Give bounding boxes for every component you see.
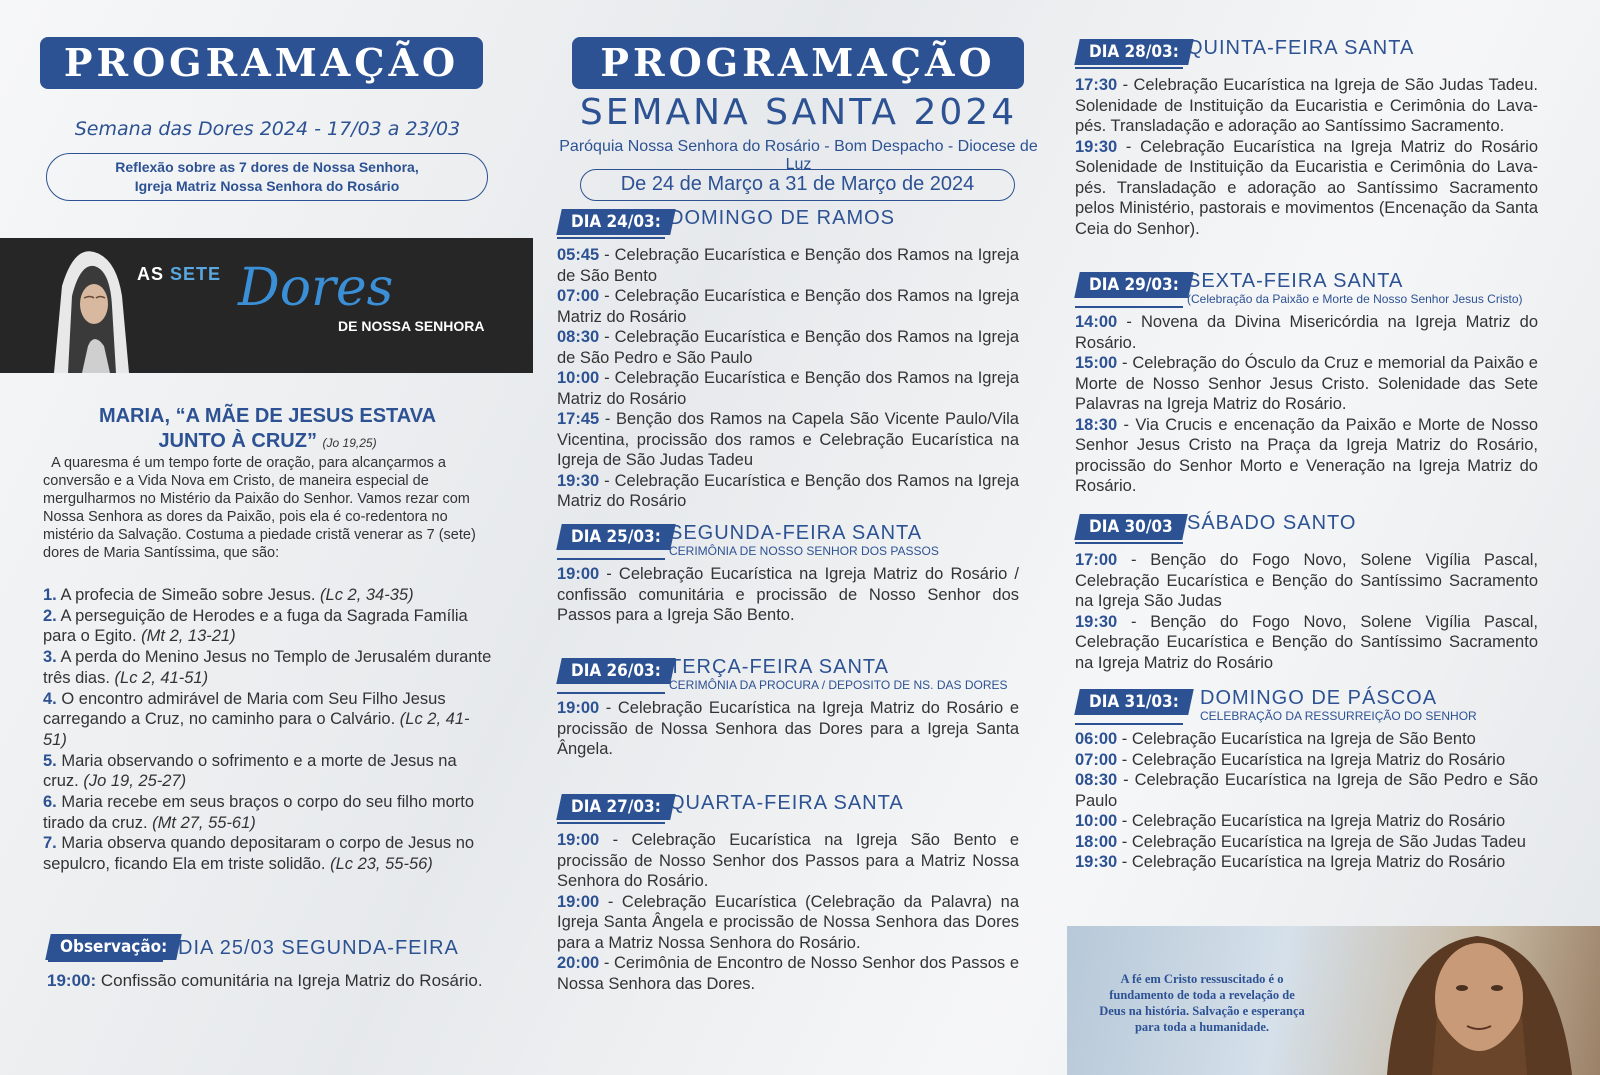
day-title: QUARTA-FEIRA SANTA bbox=[669, 792, 904, 814]
day-header bbox=[557, 205, 1019, 237]
day-title: DOMINGO DE PÁSCOA bbox=[1200, 687, 1438, 709]
entry-time: 10:00 bbox=[1075, 812, 1118, 830]
semana-santa-title: SEMANA SANTA 2024 bbox=[579, 92, 1018, 133]
sorrow-item bbox=[43, 606, 493, 647]
entry-text: - Celebração Eucarística na Igreja Matriz do Rosário / confissão comunitária e procissão de Nosso Senhor dos Passos para a Igreja São Bento. bbox=[557, 565, 1019, 624]
day-tag-underline bbox=[1075, 542, 1183, 544]
entry-text: - Celebração Eucarística na Igreja Matriz do Rosário bbox=[1117, 853, 1506, 871]
sorrow-number: 6. bbox=[43, 793, 57, 812]
sorrow-citation: (Lc 2, 41-51) bbox=[43, 710, 470, 749]
day-tag-underline bbox=[1075, 306, 1183, 308]
day-title: QUINTA-FEIRA SANTA bbox=[1187, 37, 1415, 59]
maria-title-text: JUNTO À CRUZ” bbox=[158, 430, 317, 452]
observacao-text bbox=[47, 967, 497, 994]
observacao-tag-label: Observação: bbox=[60, 937, 168, 957]
observacao-tag bbox=[48, 934, 179, 960]
entry-text: - Benção do Fogo Novo, Solene Vigília Pascal, Celebração Eucarística e Benção do Santíssimo Sacramento na Igreja São Judas bbox=[1075, 551, 1538, 610]
day-subtitle: (Celebração da Paixão e Morte de Nosso Senhor Jesus Cristo) bbox=[1187, 292, 1523, 306]
observacao-time: 19:00: bbox=[47, 971, 97, 990]
day-entries bbox=[557, 564, 1019, 626]
day-tag-underline bbox=[557, 822, 665, 824]
day-title: TERÇA-FEIRA SANTA bbox=[669, 656, 889, 678]
day-tag bbox=[556, 209, 675, 235]
day-block bbox=[557, 790, 1019, 994]
sorrow-number: 3. bbox=[43, 648, 57, 667]
schedule-entry bbox=[1075, 750, 1538, 771]
entry-time: 19:00 bbox=[557, 699, 600, 717]
entry-time: 08:30 bbox=[1075, 771, 1118, 789]
day-tag-label: DIA 27/03: bbox=[571, 797, 661, 817]
day-entries bbox=[1075, 729, 1538, 873]
day-header bbox=[1075, 685, 1538, 723]
schedule-entry bbox=[1075, 353, 1538, 415]
sorrow-citation: (Jo 19, 25-27) bbox=[83, 772, 187, 791]
maria-title-line-1: MARIA, “A MÃE DE JESUS ESTAVA bbox=[98, 405, 437, 427]
schedule-entry bbox=[1075, 312, 1538, 353]
day-block bbox=[557, 654, 1019, 760]
jesus-image-panel bbox=[1067, 926, 1600, 1075]
entry-time: 15:00 bbox=[1075, 354, 1118, 372]
as-label: AS bbox=[137, 264, 165, 284]
seven-sorrows-list bbox=[43, 585, 493, 875]
sorrow-text: Maria observa quando depositaram o corpo de Jesus no sepulcro, ficando Ela em triste solidão. bbox=[43, 834, 475, 874]
day-subtitle: CELEBRAÇÃO DA RESSURREIÇÃO DO SENHOR bbox=[1200, 709, 1477, 723]
day-header bbox=[557, 790, 1019, 822]
day-tag-label: DIA 30/03 bbox=[1089, 517, 1173, 537]
entry-text: - Celebração Eucarística na Igreja de São Judas Tadeu bbox=[1117, 832, 1526, 851]
schedule-entry bbox=[1075, 75, 1538, 137]
sorrow-citation: (Mt 2, 13-21) bbox=[141, 627, 236, 646]
day-entries bbox=[1075, 312, 1538, 497]
maria-section-title bbox=[40, 404, 495, 456]
entry-text: - Celebração Eucarística na Igreja de São Bento bbox=[1117, 730, 1476, 748]
sorrow-item bbox=[43, 647, 493, 688]
easter-quote: A fé em Cristo ressuscitado é o fundamento de toda a revelação de Deus na história. Salvação e esperança para toda a humanidade. bbox=[1099, 972, 1305, 1034]
day-block bbox=[1075, 685, 1538, 873]
de-nossa-senhora-label: DE NOSSA SENHORA bbox=[338, 318, 485, 334]
entry-text: - Celebração Eucarística (Celebração da Palavra) na Igreja Santa Ângela e procissão de Nossa Senhora das Dores para a Matriz Nossa Senhora do Rosário. bbox=[557, 892, 1019, 952]
day-entries bbox=[1075, 550, 1538, 673]
schedule-entry bbox=[557, 564, 1019, 626]
schedule-entry bbox=[557, 698, 1019, 760]
entry-time: 18:30 bbox=[1075, 415, 1118, 434]
sorrow-item bbox=[43, 833, 493, 874]
entry-time: 17:30 bbox=[1075, 76, 1118, 94]
entry-time: 19:30 bbox=[1075, 853, 1118, 871]
entry-time: 19:30 bbox=[557, 471, 600, 490]
entry-time: 07:00 bbox=[557, 287, 600, 305]
entry-text: - Celebração Eucarística e Benção dos Ramos na Igreja Matriz do Rosário bbox=[557, 471, 1019, 510]
left-programacao-banner: PROGRAMAÇÃO bbox=[40, 37, 483, 89]
day-tag-label: DIA 31/03: bbox=[1089, 692, 1179, 712]
entry-time: 19:30 bbox=[1075, 137, 1118, 156]
entry-text: - Celebração Eucarística na Igreja Matriz do Rosário bbox=[1117, 812, 1506, 830]
reflexao-line-2: Igreja Matriz Nossa Senhora do Rosário bbox=[134, 178, 400, 194]
day-tag-label: DIA 28/03: bbox=[1089, 42, 1179, 62]
entry-text: - Cerimônia de Encontro de Nosso Senhor dos Passos e Nossa Senhora das Dores. bbox=[557, 954, 1019, 993]
middle-programacao-banner: PROGRAMAÇÃO bbox=[572, 37, 1024, 89]
day-tag-label: DIA 29/03: bbox=[1089, 275, 1179, 295]
sorrow-text: A perda do Menino Jesus no Templo de Jerusalém durante três dias. bbox=[43, 648, 492, 687]
day-tag-underline bbox=[1075, 67, 1183, 69]
entry-time: 19:00 bbox=[557, 831, 600, 849]
sorrow-citation: (Lc 2, 34-35) bbox=[320, 586, 414, 604]
sorrow-citation: (Lc 2, 41-51) bbox=[114, 668, 209, 687]
day-tag-underline bbox=[557, 237, 665, 239]
day-block bbox=[1075, 510, 1538, 673]
day-entries bbox=[557, 698, 1019, 760]
reflexao-line-1: Reflexão sobre as 7 dores de Nossa Senhora, bbox=[115, 159, 419, 175]
entry-text: - Celebração do Ósculo da Cruz e memorial da Paixão e Morte de Nosso Senhor Jesus Cristo. Solenidade das Sete Palavras na Igreja Matriz do Rosário. bbox=[1075, 354, 1538, 413]
date-range-box: De 24 de Março a 31 de Março de 2024 bbox=[580, 169, 1015, 201]
entry-time: 10:00 bbox=[557, 369, 600, 387]
day-title: SEXTA-FEIRA SANTA bbox=[1187, 270, 1404, 292]
day-tag bbox=[556, 524, 675, 550]
schedule-entry bbox=[1075, 550, 1538, 612]
entry-text: - Via Crucis e encenação da Paixão e Morte de Nosso Senhor Jesus Cristo na Praça da Igreja Matriz do Rosário, procissão do Senhor Morto e Veneração na Igreja Matriz do Rosário. bbox=[1075, 415, 1538, 495]
schedule-entry bbox=[557, 327, 1019, 368]
schedule-entry bbox=[1075, 729, 1538, 750]
entry-time: 20:00 bbox=[557, 954, 600, 972]
schedule-entry bbox=[1075, 137, 1538, 240]
sorrow-text: Maria recebe em seus braços o corpo do seu filho morto tirado da cruz. bbox=[43, 793, 475, 832]
day-block bbox=[1075, 35, 1538, 239]
entry-text: - Benção do Fogo Novo, Solene Vigília Pascal, Celebração Eucarística e Benção do Santíssimo Sacramento na Igreja Matriz do Rosário bbox=[1075, 612, 1538, 672]
day-tag-label: DIA 24/03: bbox=[571, 212, 661, 232]
day-header bbox=[557, 520, 1019, 558]
day-tag bbox=[1074, 514, 1187, 540]
sorrow-text: A profecia de Simeão sobre Jesus. bbox=[60, 586, 316, 604]
entry-time: 08:30 bbox=[557, 328, 600, 346]
entry-text: - Novena da Divina Misericórdia na Igreja Matriz do Rosário. bbox=[1075, 313, 1538, 352]
entry-time: 17:00 bbox=[1075, 551, 1118, 569]
sorrow-number: 2. bbox=[43, 606, 57, 625]
schedule-entry bbox=[557, 830, 1019, 892]
entry-time: 07:00 bbox=[1075, 750, 1118, 769]
jesus-portrait-image bbox=[1367, 926, 1587, 1075]
sorrow-text: O encontro admirável de Maria com Seu Filho Jesus carregando a Cruz, no caminho para o Calvário. bbox=[43, 689, 446, 729]
entry-time: 19:30 bbox=[1075, 612, 1118, 631]
schedule-entry bbox=[557, 245, 1019, 286]
day-block bbox=[1075, 268, 1538, 497]
entry-time: 05:45 bbox=[557, 246, 600, 264]
dores-script-label: Dores bbox=[238, 258, 394, 318]
schedule-entry bbox=[1075, 415, 1538, 497]
as-sete-label bbox=[137, 264, 221, 285]
sorrow-item bbox=[43, 689, 493, 751]
day-tag-underline bbox=[557, 558, 665, 560]
sete-dores-banner bbox=[0, 238, 533, 373]
schedule-entry bbox=[557, 286, 1019, 327]
day-entries bbox=[1075, 75, 1538, 239]
schedule-entry bbox=[557, 892, 1019, 954]
schedule-entry bbox=[1075, 852, 1538, 873]
day-tag bbox=[1074, 39, 1193, 65]
semana-das-dores-subtitle: Semana das Dores 2024 - 17/03 a 23/03 bbox=[74, 118, 461, 140]
entry-text: - Celebração Eucarística na Igreja Matriz do Rosário e procissão de Nossa Senhora das Dores para a Igreja Santa Ângela. bbox=[557, 699, 1019, 758]
day-tag bbox=[1074, 689, 1193, 715]
observacao-divider bbox=[48, 960, 163, 962]
day-title: DOMINGO DE RAMOS bbox=[669, 207, 896, 229]
sorrow-number: 5. bbox=[43, 751, 57, 770]
schedule-entry bbox=[557, 953, 1019, 994]
entry-text: - Celebração Eucarística e Benção dos Ramos na Igreja de São Bento bbox=[557, 246, 1019, 285]
entry-time: 14:00 bbox=[1075, 313, 1118, 331]
sorrow-citation: (Mt 27, 55-61) bbox=[152, 813, 256, 832]
sorrow-item bbox=[43, 585, 493, 606]
sorrow-item bbox=[43, 792, 493, 833]
sorrow-text: A perseguição de Herodes e a fuga da Sagrada Família para o Egito. bbox=[43, 606, 468, 646]
entry-time: 19:00 bbox=[557, 892, 600, 911]
entry-text: - Celebração Eucarística na Igreja São Bento e procissão de Nosso Senhor dos Passos para a Matriz Nossa Senhora do Rosário. bbox=[557, 831, 1019, 890]
day-header bbox=[557, 654, 1019, 692]
schedule-entry bbox=[557, 368, 1019, 409]
day-header bbox=[1075, 35, 1538, 67]
day-entries bbox=[557, 245, 1019, 512]
day-tag bbox=[556, 658, 675, 684]
day-tag-label: DIA 25/03: bbox=[571, 527, 661, 547]
sorrow-text: Maria observando o sofrimento e a morte de Jesus na cruz. bbox=[43, 751, 457, 791]
day-title: SÁBADO SANTO bbox=[1187, 512, 1357, 534]
day-entries bbox=[557, 830, 1019, 994]
entry-text: - Celebração Eucarística na Igreja Matriz do Rosário bbox=[1117, 750, 1506, 769]
schedule-entry bbox=[557, 409, 1019, 471]
sorrow-number: 7. bbox=[43, 834, 57, 853]
day-tag-underline bbox=[557, 692, 665, 694]
observacao-title: DIA 25/03 SEGUNDA-FEIRA bbox=[178, 937, 459, 959]
day-subtitle: CERIMÔNIA DA PROCURA / DEPOSITO DE NS. DAS DORES bbox=[669, 678, 1008, 692]
entry-text: - Celebração Eucarística e Benção dos Ramos na Igreja de São Pedro e São Paulo bbox=[557, 328, 1019, 367]
sete-label: SETE bbox=[170, 264, 222, 284]
schedule-entry bbox=[557, 471, 1019, 512]
schedule-entry bbox=[1075, 811, 1538, 832]
day-tag-label: DIA 26/03: bbox=[571, 661, 661, 681]
entry-time: 17:45 bbox=[557, 410, 600, 428]
entry-time: 06:00 bbox=[1075, 730, 1118, 748]
day-header bbox=[1075, 268, 1538, 306]
schedule-entry bbox=[1075, 832, 1538, 853]
maria-intro-paragraph bbox=[43, 454, 483, 562]
sorrow-item bbox=[43, 751, 493, 792]
schedule-entry bbox=[1075, 770, 1538, 811]
entry-text: - Celebração Eucarística na Igreja de São Judas Tadeu. Solenidade de Instituição da Eucaristia e Cerimônia do Lava-pés. Transladação e adoração ao Santíssimo Sacramento. bbox=[1075, 76, 1538, 135]
day-header bbox=[1075, 510, 1538, 542]
entry-time: 19:00 bbox=[557, 565, 600, 583]
entry-text: - Celebração Eucarística na Igreja de São Pedro e São Paulo bbox=[1075, 771, 1538, 810]
entry-text: - Celebração Eucarística na Igreja Matriz do Rosário Solenidade de Instituição da Eucaristia e Cerimônia do Lava-pés. Transladação e adoração ao Santíssimo Sacramento pelos Ministério, pastorais e movimentos (Encenação da Santa Ceia do Senhor). bbox=[1075, 137, 1538, 238]
entry-text: - Celebração Eucarística e Benção dos Ramos na Igreja Matriz do Rosário bbox=[557, 287, 1019, 326]
day-tag-underline bbox=[1075, 723, 1183, 725]
day-title: SEGUNDA-FEIRA SANTA bbox=[669, 522, 923, 544]
reflexao-box bbox=[46, 153, 488, 201]
sorrow-number: 4. bbox=[43, 689, 57, 708]
paroquia-subtitle: Paróquia Nossa Senhora do Rosário - Bom Despacho - Diocese de Luz bbox=[559, 138, 1038, 173]
day-tag bbox=[556, 794, 675, 820]
our-lady-of-sorrows-image bbox=[54, 246, 129, 373]
maria-intro-text: A quaresma é um tempo forte de oração, para alcançarmos a conversão e a Vida Nova em Cristo, de maneira especial de mergulharmos no Mistério da Paixão do Senhor. Vamos rezar com Nossa Senhora as dores da Paixão, pois ela é co-redentora no mistério da Salvação. Costuma a piedade cristã venerar as 7 (sete) dores de Maria Santíssima, que são: bbox=[43, 455, 476, 561]
entry-text: - Benção dos Ramos na Capela São Vicente Paulo/Vila Vicentina, procissão dos ramos e Celebração Eucarística na Igreja de São Judas Tadeu bbox=[557, 410, 1019, 469]
observacao-desc: Confissão comunitária na Igreja Matriz do Rosário. bbox=[96, 971, 483, 990]
maria-title-line-2 bbox=[40, 429, 495, 456]
entry-text: - Celebração Eucarística e Benção dos Ramos na Igreja Matriz do Rosário bbox=[557, 369, 1019, 408]
day-subtitle: CERIMÔNIA DE NOSSO SENHOR DOS PASSOS bbox=[669, 544, 939, 558]
schedule-entry bbox=[1075, 612, 1538, 674]
entry-time: 18:00 bbox=[1075, 832, 1118, 851]
maria-title-ref: (Jo 19,25) bbox=[322, 436, 377, 450]
sorrow-citation: (Lc 23, 55-56) bbox=[330, 855, 433, 874]
day-block bbox=[557, 520, 1019, 626]
day-block bbox=[557, 205, 1019, 512]
sorrow-number: 1. bbox=[43, 586, 57, 604]
day-tag bbox=[1074, 272, 1193, 298]
